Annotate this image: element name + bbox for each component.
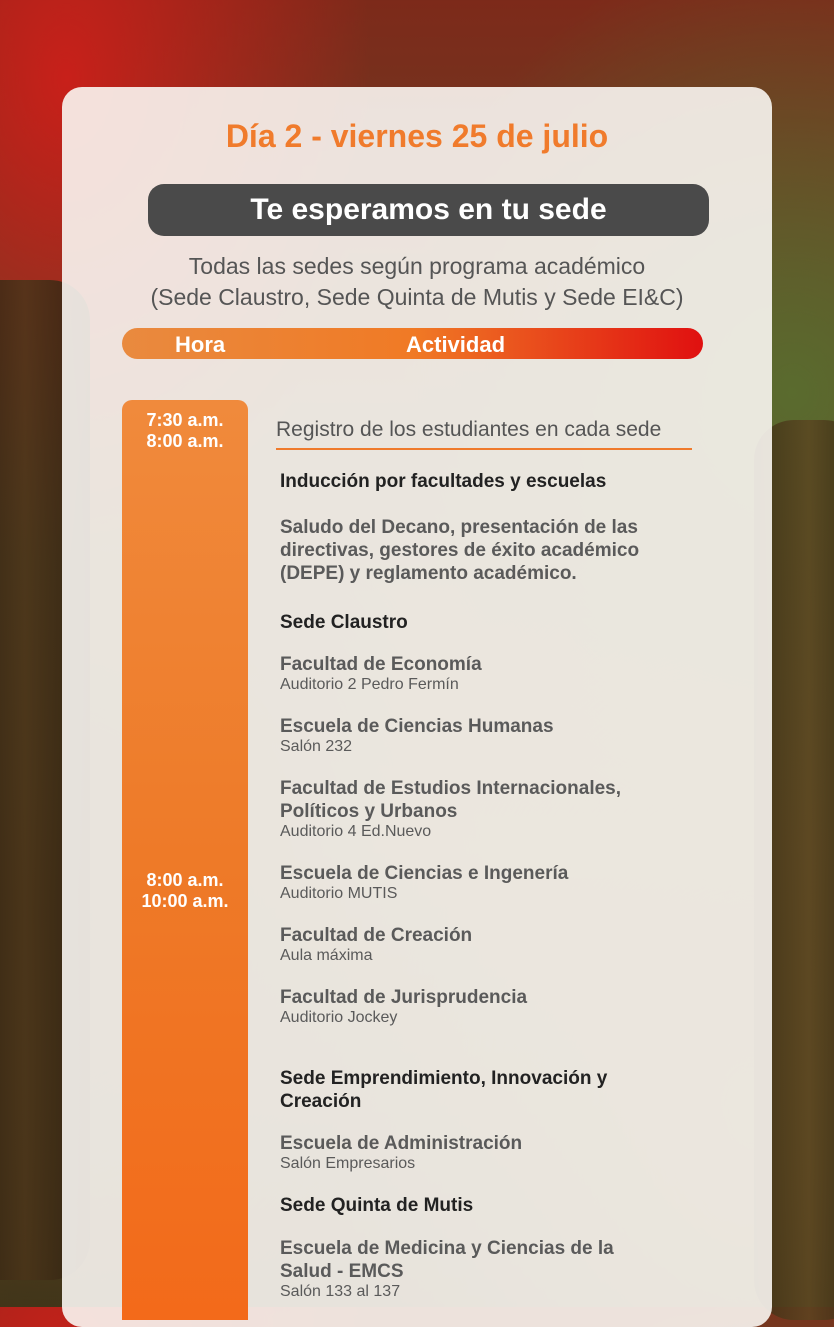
table-header <box>122 328 703 359</box>
section-sede-eic: Sede Emprendimiento, Innovación y Creación <box>280 1068 608 1112</box>
list-item <box>280 1237 640 1301</box>
list-item <box>280 777 640 841</box>
item-name: Escuela de Medicina y Ciencias de la Salud - EMCS <box>280 1238 614 1282</box>
hour-slot-1-start: 7:30 a.m. <box>146 410 224 430</box>
item-place: Salón Empresarios <box>280 1155 416 1172</box>
hour-column <box>122 400 248 1320</box>
welcome-banner: Te esperamos en tu sede <box>148 184 709 236</box>
item-place: Auditorio MUTIS <box>280 885 398 902</box>
hour-slot-2-end: 10:00 a.m. <box>141 891 229 911</box>
item-name: Facultad de Jurisprudencia <box>280 987 528 1008</box>
list-item <box>280 924 700 965</box>
item-place: Auditorio 4 Ed.Nuevo <box>280 823 432 840</box>
section-sede-claustro: Sede Claustro <box>280 612 408 633</box>
list-item <box>280 1132 700 1173</box>
activity-induccion: Inducción por facultades y escuelas <box>280 471 607 492</box>
section-sede-mutis: Sede Quinta de Mutis <box>280 1195 474 1216</box>
item-name: Escuela de Administración <box>280 1133 523 1154</box>
activity-saludo: Saludo del Decano, presentación de las directivas, gestores de éxito académico (DEPE) y reglamento académico. <box>280 517 640 584</box>
column-header-hour: Hora <box>175 332 226 357</box>
item-name: Escuela de Ciencias Humanas <box>280 716 554 737</box>
subtitle-line-1: Todas las sedes según programa académico <box>188 253 646 279</box>
list-item <box>280 653 700 694</box>
subtitle-line-2: (Sede Claustro, Sede Quinta de Mutis y Sede EI&C) <box>150 284 684 310</box>
item-place: Salón 133 al 137 <box>280 1283 401 1300</box>
hour-slot-1 <box>122 410 248 452</box>
item-name: Facultad de Estudios Internacionales, Políticos y Urbanos <box>280 778 622 822</box>
item-name: Facultad de Economía <box>280 654 482 675</box>
item-place: Aula máxima <box>280 947 373 964</box>
hour-slot-2 <box>122 870 248 912</box>
item-name: Escuela de Ciencias e Ingenería <box>280 863 569 884</box>
hour-slot-1-end: 8:00 a.m. <box>146 431 224 451</box>
column-header-activity: Actividad <box>406 332 506 357</box>
activity-registro: Registro de los estudiantes en cada sede <box>276 418 692 450</box>
list-item <box>280 715 700 756</box>
item-place: Auditorio 2 Pedro Fermín <box>280 676 459 693</box>
list-item <box>280 862 700 903</box>
list-item <box>280 986 700 1027</box>
item-name: Facultad de Creación <box>280 925 473 946</box>
hour-slot-2-start: 8:00 a.m. <box>146 870 224 890</box>
item-place: Salón 232 <box>280 738 353 755</box>
day-title: Día 2 - viernes 25 de julio <box>225 118 609 154</box>
item-place: Auditorio Jockey <box>280 1009 398 1026</box>
